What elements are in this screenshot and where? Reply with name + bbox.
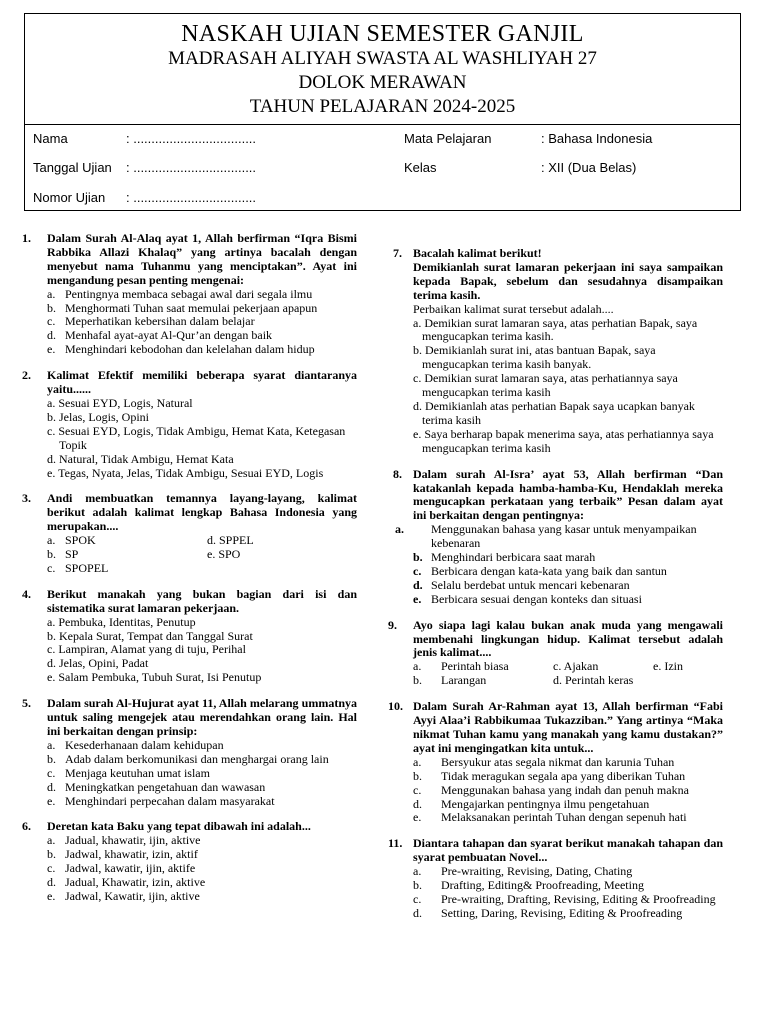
option-e[interactable]: e. Saya berharap bapak menerima saya, atas perhatiannya saya mengucapkan terima kasih [413,426,714,455]
question-text: Deretan kata Baku yang tepat dibawah ini adalah... [47,819,311,834]
option-grid [22,534,357,576]
option-e[interactable]: e. Jadwal, Kawatir, ijin, aktive [47,888,200,903]
question-5 [22,697,357,808]
option-a[interactable]: a. SPOK [47,533,96,548]
option-d[interactable]: d. Mengajarkan pentingnya ilmu pengetahuan [413,796,650,811]
question-3 [22,492,357,575]
nomor-label: Nomor Ujian [33,190,106,205]
option-list [22,834,357,904]
question-6 [22,820,357,903]
mapel-label: Mata Pelajaran [404,131,492,146]
option-e[interactable]: e. Menghindari kebodohan dan kelelahan dalam hidup [47,342,315,357]
question-2 [22,369,357,480]
option-d[interactable]: d. Perintah keras [553,673,634,688]
nama-field[interactable]: : .................................. [126,131,257,146]
question-1 [22,232,357,357]
option-d[interactable]: d. Menhafal ayat-ayat Al-Qur’an dengan baik [47,328,273,343]
option-e[interactable]: e. Melaksanakan perintah Tuhan dengan sepenuh hati [413,810,687,825]
option-c[interactable]: c. SPOPEL [47,560,109,575]
option-c[interactable]: c. Meperhatikan kebersihan dalam belajar [47,314,255,329]
question-number: 1. [22,231,31,245]
option-a[interactable]: a. Kesederhanaan dalam kehidupan [47,737,224,752]
question-number: 6. [22,819,31,834]
option-list [22,397,357,480]
option-b[interactable]: b. Adab dalam berkomunikasi dan menghargai orang lain [47,751,329,766]
option-b[interactable]: b. Jelas, Logis, Opini [47,409,149,424]
option-list [22,616,357,686]
option-b[interactable]: b. Tidak meragukan segala apa yang diberikan Tuhan [413,768,686,783]
option-c[interactable]: c. Berbicara dengan kata-kata yang baik dan santun [413,563,667,578]
question-9 [388,619,723,689]
option-a[interactable]: a. Pentingnya membaca sebagai awal dari segala ilmu [47,286,313,301]
question-text: Diantara tahapan dan syarat berikut manakah tahapan dan syarat pembuatan Novel... [413,836,723,865]
option-e[interactable]: e. Salam Pembuka, Tubuh Surat, Isi Penutup [47,670,262,685]
option-c[interactable]: c. Menjaga keutuhan umat islam [47,765,210,780]
question-text: Kalimat Efektif memiliki beberapa syarat diantaranya yaitu...... [47,368,357,397]
question-text: Dalam surah Al-Hujurat ayat 11, Allah melarang ummatnya untuk saling mengejek atau merendahkan orang lain. Hal ini berkaitan dengan prinsip: [47,696,357,738]
question-number: 2. [22,368,31,383]
option-a[interactable]: a. Bersyukur atas segala nikmat dan karunia Tuhan [413,754,675,769]
option-list [388,523,723,606]
option-a[interactable]: a. Jadual, khawatir, ijin, aktive [47,833,201,848]
option-c[interactable]: c. Jadwal, kawatir, ijin, aktife [47,861,196,876]
option-d[interactable]: d. Jelas, Opini, Padat [47,656,149,671]
option-a[interactable]: a. Pre-wraiting, Revising, Dating, Chating [413,864,633,879]
mapel-value: : Bahasa Indonesia [541,131,653,146]
option-grid [388,660,723,688]
option-b[interactable]: b. SP [47,547,79,562]
option-e[interactable]: e. Berbicara sesuai dengan konteks dan situasi [413,591,642,606]
right-column [388,247,723,933]
option-e[interactable]: e. SPO [207,547,241,562]
option-a[interactable]: a. Pembuka, Identitas, Penutup [47,614,196,629]
option-d[interactable]: d. Jadual, Khawatir, izin, aktive [47,875,206,890]
option-b[interactable]: b. Kepala Surat, Tempat dan Tanggal Surat [47,628,253,643]
academic-year: TAHUN PELAJARAN 2024-2025 [249,96,516,117]
option-b[interactable]: b. Demikianlah surat ini, atas bantuan Bapak, saya mengucapkan terima kasih banyak. [413,343,656,372]
option-d[interactable]: d. Natural, Tidak Ambigu, Hemat Kata [47,451,234,466]
question-number: 7. [393,246,402,260]
option-list [22,288,357,358]
option-c[interactable]: c. Pre-wraiting, Drafting, Revising, Editing & Proofreading [413,891,716,906]
question-number: 4. [22,586,31,601]
question-text: Dalam surah Al-Isra’ ayat 53, Allah berfirman “Dan katakanlah kepada hamba-hamba-Ku, Hendaklah mereka mengucapkan perkataan yang terbaik” Pesan dalam ayat ini berkaitan dengan pentingnya: [413,466,723,523]
question-11 [388,837,723,920]
option-b[interactable]: b. Menghindari berbicara saat marah [413,550,596,565]
option-a[interactable]: a. Menggunakan bahasa yang kasar untuk menyampaikan kebenaran [395,522,697,551]
student-info [25,125,740,211]
question-number: 5. [22,696,31,711]
question-4 [22,588,357,685]
option-b[interactable]: b. Larangan [413,673,487,688]
question-text: Berikut manakah yang bukan bagian dari isi dan sistematika surat lamaran pekerjaan. [47,586,357,615]
question-number: 11. [388,836,403,851]
option-e[interactable]: e. Tegas, Nyata, Jelas, Tidak Ambigu, Sesuai EYD, Logis [47,465,324,480]
question-number: 8. [393,466,402,481]
option-list [388,756,723,826]
question-text: Dalam Surah Al-Alaq ayat 1, Allah berfirman “Iqra Bismi Rabbika Allazi Khalaq” yang artinya bacalah dengan menyebut nama Tuhanmu yang menciptakan”. Ayat ini mengandung pesan penting mengenai: [47,231,357,287]
question-text: Dalam Surah Ar-Rahman ayat 13, Allah berfirman “Fabi Ayyi Alaa’i Rabbikumaa Tukazziban.” Yang artinya “Maka nikmat Tuhan kamu yang manakah yang kamu dustakan?” ayat ini mengingatkan kita untuk... [413,699,723,755]
option-b[interactable]: b. Jadwal, khawatir, izin, aktif [47,847,198,862]
option-d[interactable]: d. Meningkatkan pengetahuan dan wawasan [47,779,266,794]
option-e[interactable]: e. Menghindari perpecahan dalam masyarakat [47,793,275,808]
nomor-field[interactable]: : .................................. [126,190,257,205]
option-list [388,317,723,456]
question-text: Bacalah kalimat berikut! [413,246,542,260]
option-c[interactable]: c. Sesuai EYD, Logis, Tidak Ambigu, Hemat Kata, Ketegasan Topik [47,423,346,452]
school-name: MADRASAH ALIYAH SWASTA AL WASHLIYAH 27 [168,48,597,69]
option-b[interactable]: b. Drafting, Editing& Proofreading, Meeting [413,878,644,893]
school-place: DOLOK MERAWAN [298,72,467,93]
exam-header [24,13,741,211]
option-a[interactable]: a. Sesuai EYD, Logis, Natural [47,395,193,410]
option-list [22,739,357,809]
kelas-value: : XII (Dua Belas) [541,160,637,175]
question-text: Andi membuatkan temannya layang-layang, kalimat berikut adalah kalimat lengkap Bahasa Indonesia yang merupakan.... [47,491,357,534]
option-c[interactable]: c. Ajakan [553,659,599,674]
option-b[interactable]: b. Menghormati Tuhan saat memulai pekerjaan apapun [47,300,318,315]
question-number: 9. [388,617,397,632]
option-d[interactable]: d. Demikianlah atas perhatian Bapak saya ucapkan banyak terima kasih [413,398,695,427]
tanggal-field[interactable]: : .................................. [126,160,257,175]
nama-label: Nama [33,131,68,146]
question-10 [388,700,723,825]
question-quote: Demikianlah surat lamaran pekerjaan ini saya sampaikan kepada Bapak, sebelum dan sesudahnya disampaikan terima kasih. [413,259,723,302]
question-8 [388,468,723,607]
question-text: Ayo siapa lagi kalau bukan anak muda yang mengawali membenahi lingkungan hidup. Kalimat tersebut adalah jenis kalimat.... [413,617,723,660]
question-number: 3. [22,491,31,506]
option-d[interactable]: d. SPPEL [207,533,254,548]
option-c[interactable]: c. Menggunakan bahasa yang indah dan penuh makna [413,782,689,797]
tanggal-label: Tanggal Ujian [33,160,112,175]
option-d[interactable]: d. Selalu berdebat untuk mencari kebenaran [413,577,630,592]
left-column [22,232,357,916]
option-a[interactable]: a. Perintah biasa [413,659,509,674]
header-title-area [25,14,740,125]
option-list [388,865,723,921]
exam-title: NASKAH UJIAN SEMESTER GANJIL [181,21,584,47]
option-c[interactable]: c. Demikian surat lamaran saya, atas perhatiannya saya mengucapkan terima kasih [413,371,678,400]
option-a[interactable]: a. Demikian surat lamaran saya, atas perhatian Bapak, saya mengucapkan terima kasih. [413,315,698,344]
question-instruction: Perbaikan kalimat surat tersebut adalah.... [413,301,614,316]
option-d[interactable]: d. Setting, Daring, Revising, Editing & Proofreading [413,905,683,920]
question-number: 10. [388,699,403,714]
kelas-label: Kelas [404,160,437,175]
option-e[interactable]: e. Izin [653,659,683,674]
option-c[interactable]: c. Lampiran, Alamat yang di tuju, Perihal [47,642,246,657]
question-7 [388,247,723,456]
